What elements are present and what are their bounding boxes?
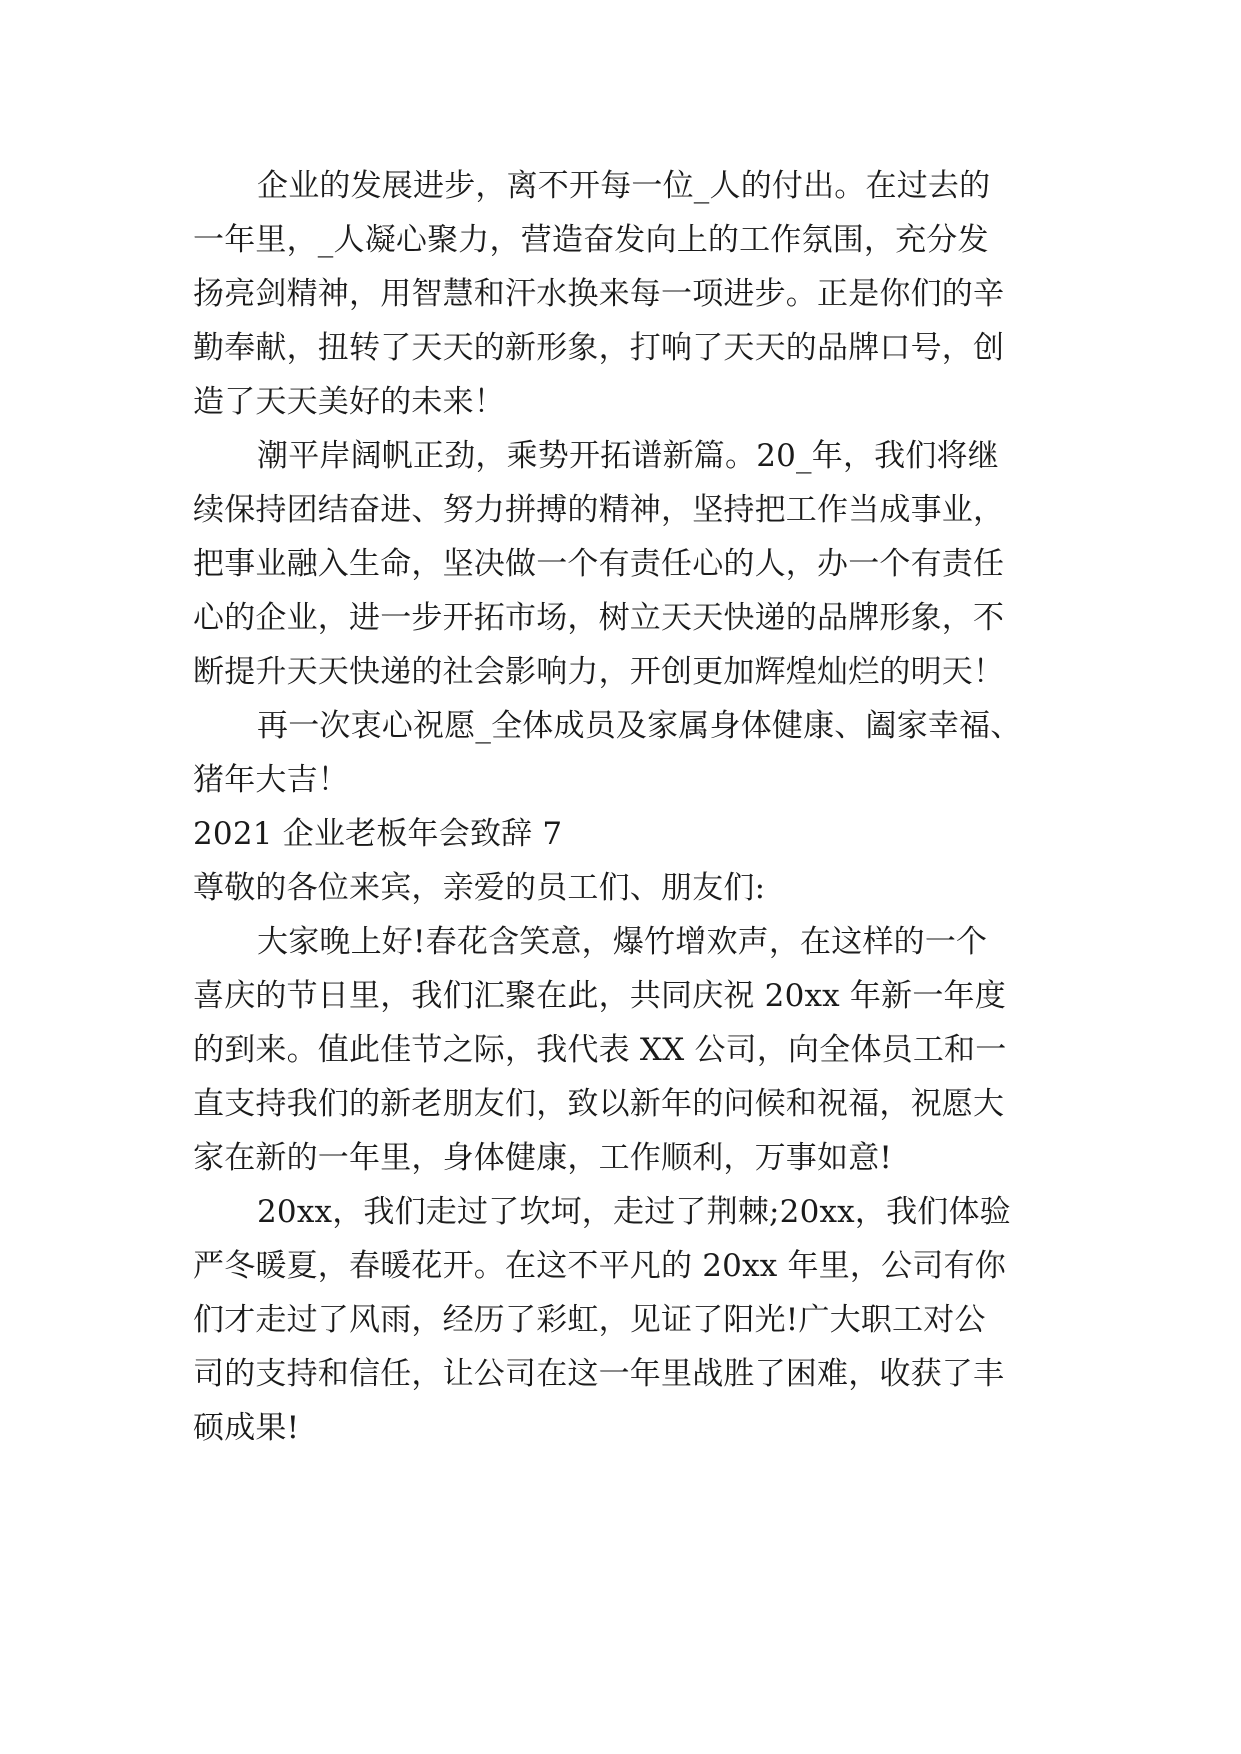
paragraph-1-line-5: 造了天天美好的未来！ [193,384,505,420]
section-title: 2021 企业老板年会致辞 7 [193,816,563,852]
paragraph-5-line-5: 硕成果! [193,1410,300,1446]
paragraph-1-line-1: 企业的发展进步，离不开每一位_人的付出。在过去的 [257,168,991,204]
paragraph-2-line-5: 断提升天天快递的社会影响力，开创更加辉煌灿烂的明天！ [193,654,1005,690]
paragraph-2-line-4: 心的企业，进一步开拓市场，树立天天快递的品牌形象，不 [193,600,1005,636]
paragraph-5-line-4: 司的支持和信任，让公司在这一年里战胜了困难，收获了丰 [193,1356,1005,1392]
salutation: 尊敬的各位来宾，亲爱的员工们、朋友们: [193,870,766,906]
paragraph-3-line-2: 猪年大吉！ [193,762,349,798]
paragraph-1-line-2: 一年里，_人凝心聚力，营造奋发向上的工作氛围，充分发 [193,222,989,258]
paragraph-4-line-4: 直支持我们的新老朋友们，致以新年的问候和祝福，祝愿大 [193,1086,1005,1122]
paragraph-2-line-2: 续保持团结奋进、努力拼搏的精神，坚持把工作当成事业， [193,492,1005,528]
paragraph-4-line-2: 喜庆的节日里，我们汇聚在此，共同庆祝 20xx 年新一年度 [193,978,1006,1014]
paragraph-2-line-3: 把事业融入生命，坚决做一个有责任心的人，办一个有责任 [193,546,1005,582]
paragraph-1-line-4: 勤奉献，扭转了天天的新形象，打响了天天的品牌口号，创 [193,330,1005,366]
paragraph-4-line-1: 大家晚上好!春花含笑意，爆竹增欢声，在这样的一个 [257,924,988,960]
paragraph-3-line-1: 再一次衷心祝愿_全体成员及家属身体健康、阖家幸福、 [257,708,1022,744]
paragraph-4-line-5: 家在新的一年里，身体健康，工作顺利，万事如意! [193,1140,893,1176]
paragraph-5-line-2: 严冬暖夏，春暖花开。在这不平凡的 20xx 年里，公司有你 [193,1248,1006,1284]
paragraph-1-line-3: 扬亮剑精神，用智慧和汗水换来每一项进步。正是你们的辛 [193,276,1005,312]
paragraph-5-line-1: 20xx，我们走过了坎坷，走过了荆棘;20xx，我们体验 [257,1194,1011,1230]
paragraph-5-line-3: 们才走过了风雨，经历了彩虹，见证了阳光!广大职工对公 [193,1302,986,1338]
paragraph-2-line-1: 潮平岸阔帆正劲，乘势开拓谱新篇。20_年，我们将继 [257,438,999,474]
paragraph-4-line-3: 的到来。值此佳节之际，我代表 XX 公司，向全体员工和一 [193,1032,1007,1068]
